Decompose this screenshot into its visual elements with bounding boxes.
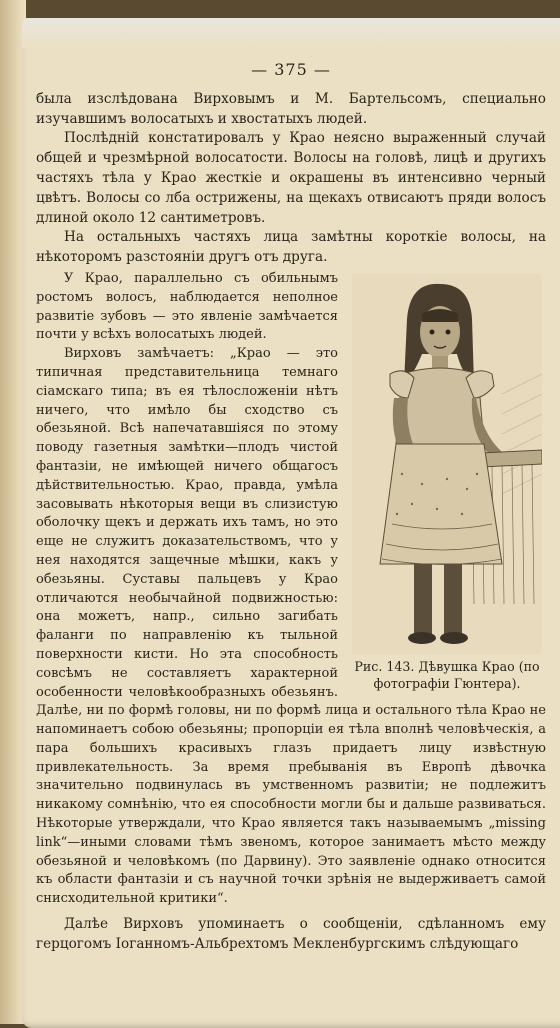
- page-number: — 375 —: [251, 60, 331, 79]
- paragraph-6: Далѣе Вирховъ упоминаетъ о сообщеніи, сдѣланномъ ему герцогомъ Іоганномъ-Альбрехтомъ Мекленбургскимъ слѣдующаго: [36, 916, 546, 952]
- paragraph-4: У Крао, параллельно съ обильнымъ ростомъ волосъ, наблюдается неполное развитіе зубовъ — это явленіе замѣчается почти у всѣхъ волосатыхъ людей.: [36, 270, 338, 343]
- figure-caption: Рис. 143. Дѣвушка Крао (по фотографіи Гюнтера).: [354, 658, 540, 691]
- paragraph-2: Послѣдній констатировалъ у Крао неясно выраженный случай общей и чрезмѣрной волосатости. Волосы на головѣ, лицѣ и другихъ частяхъ тѣла у Крао жесткіе и окрашены въ интенсивно черный цвѣтъ. Волосы со лба острижены, на щекахъ отвисаютъ пряди волосъ длиной около 12 сантиметровъ.: [36, 130, 546, 226]
- paragraph-1: была изслѣдована Вирховымъ и М. Бартельсомъ, специально изучавшимъ волосатыхъ и хвостатыхъ людей.: [36, 90, 546, 127]
- girl-illustration: [352, 274, 542, 654]
- page-top-edge: [22, 18, 560, 48]
- paragraph-3: На остальныхъ частяхъ лица замѣтны короткіе волосы, на нѣкоторомъ разстояніи другъ отъ друга.: [36, 229, 546, 266]
- paragraph-5: Вирховъ замѣчаетъ: „Крао — это типичная представительница темнаго сіамскаго типа; въ ея тѣлосложеніи нѣтъ ничего, что имѣло бы сходство съ обезьяной. Всѣ напечатавшіяся по этому поводу газетныя замѣтки—плодъ чистой фантазіи, не имѣющей ничего общагосъ дѣйствительностью. Крао, правда, умѣла засовывать нѣкоторыя вещи въ слизистую оболочку щекъ и держать ихъ тамъ, но это еще не служитъ доказательствомъ, что у нея находятся защечные мѣшки, какъ у обезьяны. Суставы пальцевъ у Крао отличаются необычайной подвижностью: она можетъ, напр., сильно загибать фаланги по направленію къ тыльной поверхности кисти. Но эта способность совсѣмъ не составляетъ характерной особенности человѣкообразныхъ обезьянъ. Далѣе, ни по формѣ головы, ни по формѣ лица и остального тѣла Крао не напоминаетъ собою обезьяны; пропорціи ея тѣла вполнѣ человѣческія, а пара большихъ красивыхъ глазъ придаетъ лицу извѣстную привлекательность. За время пребыванія въ Европѣ дѣвочка значительно подвинулась въ умственномъ развитіи; не подлежитъ никакому сомнѣнію, что ея способности могли бы и дальше развиваться. Нѣкоторые утверждали, что Крао является такъ называемымъ „missing link“—иными словами тѣмъ звеномъ, которое занимаетъ мѣсто между обезьяной и человѣкомъ (по Дарвину). Это заявленіе однако относится къ области фантазіи и съ научной точки зрѣнія не выдерживаетъ самой снисходительной критики“.: [36, 346, 546, 907]
- page-content: [36, 56, 546, 955]
- figure-143: [348, 274, 546, 692]
